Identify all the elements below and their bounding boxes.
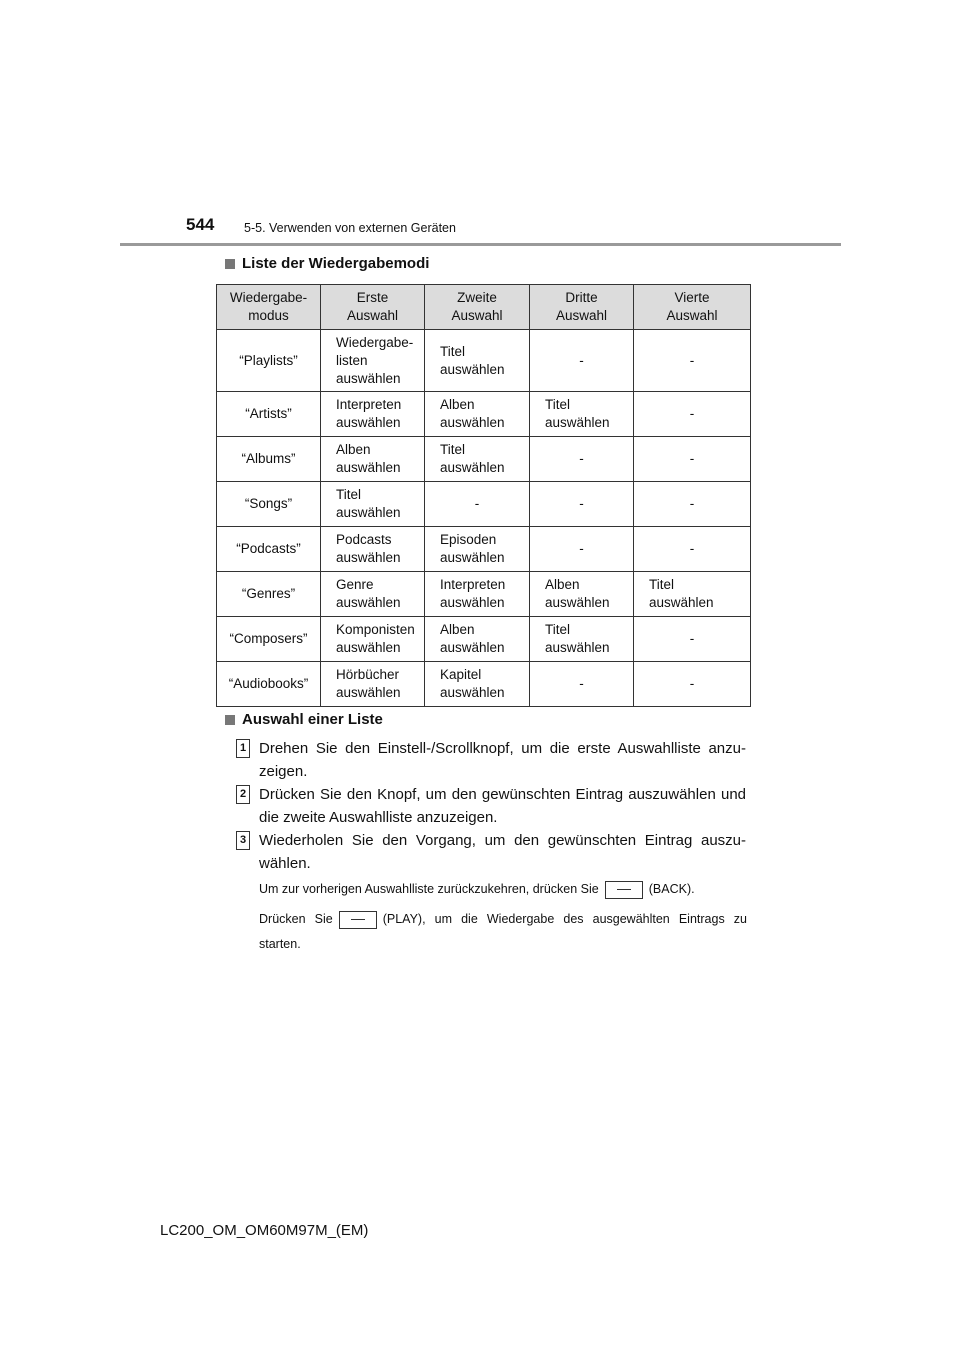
selection-cell: -: [530, 482, 634, 527]
selection-cell: -: [530, 330, 634, 392]
selection-cell: -: [530, 437, 634, 482]
column-header: Zweite Auswahl: [425, 285, 530, 330]
step-text: Drücken Sie den Knopf, um den gewünschten Eintrag auszuwählen und die zweite Auswahlliste anzuzeigen.: [259, 786, 746, 826]
selection-cell: Podcasts auswählen: [321, 527, 425, 572]
selection-cell: Genre auswählen: [321, 572, 425, 617]
table-row: [217, 482, 751, 527]
step-number-badge: 1: [236, 739, 250, 758]
selection-cell: Alben auswählen: [425, 617, 530, 662]
table-heading: [225, 255, 429, 272]
page-number: 544: [186, 215, 215, 234]
header-divider: [120, 243, 841, 246]
mode-cell: “Albums”: [217, 437, 321, 482]
list-heading: [225, 711, 383, 728]
mode-cell: “Genres”: [217, 572, 321, 617]
play-note: [259, 907, 747, 957]
selection-cell: Titel auswählen: [634, 572, 751, 617]
table-row: [217, 330, 751, 392]
table-row: [217, 437, 751, 482]
mode-cell: “Songs”: [217, 482, 321, 527]
table-row: [217, 572, 751, 617]
selection-cell: -: [634, 330, 751, 392]
column-header: Vierte Auswahl: [634, 285, 751, 330]
selection-cell: -: [530, 527, 634, 572]
table-heading-text: Liste der Wiedergabemodi: [242, 255, 430, 272]
document-code: LC200_OM_OM60M97M_(EM): [160, 1222, 369, 1239]
selection-cell: -: [634, 617, 751, 662]
step-1: [236, 737, 746, 783]
play-note-suffix: (PLAY), um die Wiedergabe des ausgewählten Eintrags zu starten.: [259, 912, 747, 951]
step-2: [236, 783, 746, 829]
selection-cell: Wiedergabe- listen auswählen: [321, 330, 425, 392]
step-number-badge: 3: [236, 831, 250, 850]
selection-cell: Titel auswählen: [425, 330, 530, 392]
back-note: [259, 877, 747, 902]
selection-cell: -: [634, 662, 751, 707]
square-bullet-icon: [225, 715, 235, 725]
selection-cell: -: [634, 482, 751, 527]
step-text: Drehen Sie den Einstell-/Scrollknopf, um die erste Auswahlliste anzu-zeigen.: [259, 740, 746, 780]
table-row: [217, 527, 751, 572]
column-header: Dritte Auswahl: [530, 285, 634, 330]
section-title: 5-5. Verwenden von externen Geräten: [244, 221, 456, 235]
play-key-icon: [339, 911, 377, 929]
back-note-suffix: (BACK).: [648, 882, 695, 896]
playback-modes-table: [216, 284, 751, 707]
selection-cell: -: [634, 392, 751, 437]
table-row: [217, 392, 751, 437]
selection-cell: Hörbücher auswählen: [321, 662, 425, 707]
mode-cell: “Artists”: [217, 392, 321, 437]
mode-cell: “Podcasts”: [217, 527, 321, 572]
step-text: Wiederholen Sie den Vorgang, um den gewünschten Eintrag auszu-wählen.: [259, 832, 746, 872]
selection-cell: Titel auswählen: [530, 392, 634, 437]
mode-cell: “Playlists”: [217, 330, 321, 392]
selection-cell: Titel auswählen: [321, 482, 425, 527]
table-row: [217, 662, 751, 707]
column-header: Erste Auswahl: [321, 285, 425, 330]
mode-cell: “Composers”: [217, 617, 321, 662]
table-row: [217, 617, 751, 662]
mode-cell: “Audiobooks”: [217, 662, 321, 707]
selection-cell: Alben auswählen: [321, 437, 425, 482]
back-key-icon: [605, 881, 643, 899]
selection-cell: -: [634, 527, 751, 572]
square-bullet-icon: [225, 259, 235, 269]
back-note-text: Um zur vorherigen Auswahlliste zurückzukehren, drücken Sie: [259, 882, 599, 896]
selection-cell: -: [634, 437, 751, 482]
selection-cell: Alben auswählen: [425, 392, 530, 437]
step-number-badge: 2: [236, 785, 250, 804]
table-body: [217, 330, 751, 707]
table-header-row: [217, 285, 751, 330]
selection-cell: Kapitel auswählen: [425, 662, 530, 707]
step-3: [236, 829, 746, 875]
selection-cell: -: [530, 662, 634, 707]
selection-cell: Episoden auswählen: [425, 527, 530, 572]
selection-cell: Interpreten auswählen: [321, 392, 425, 437]
column-header: Wiedergabe- modus: [217, 285, 321, 330]
selection-cell: Interpreten auswählen: [425, 572, 530, 617]
selection-cell: Titel auswählen: [425, 437, 530, 482]
selection-cell: -: [425, 482, 530, 527]
list-heading-text: Auswahl einer Liste: [242, 711, 383, 728]
selection-cell: Komponisten auswählen: [321, 617, 425, 662]
play-note-text: Drücken Sie: [259, 912, 333, 926]
selection-cell: Titel auswählen: [530, 617, 634, 662]
selection-cell: Alben auswählen: [530, 572, 634, 617]
